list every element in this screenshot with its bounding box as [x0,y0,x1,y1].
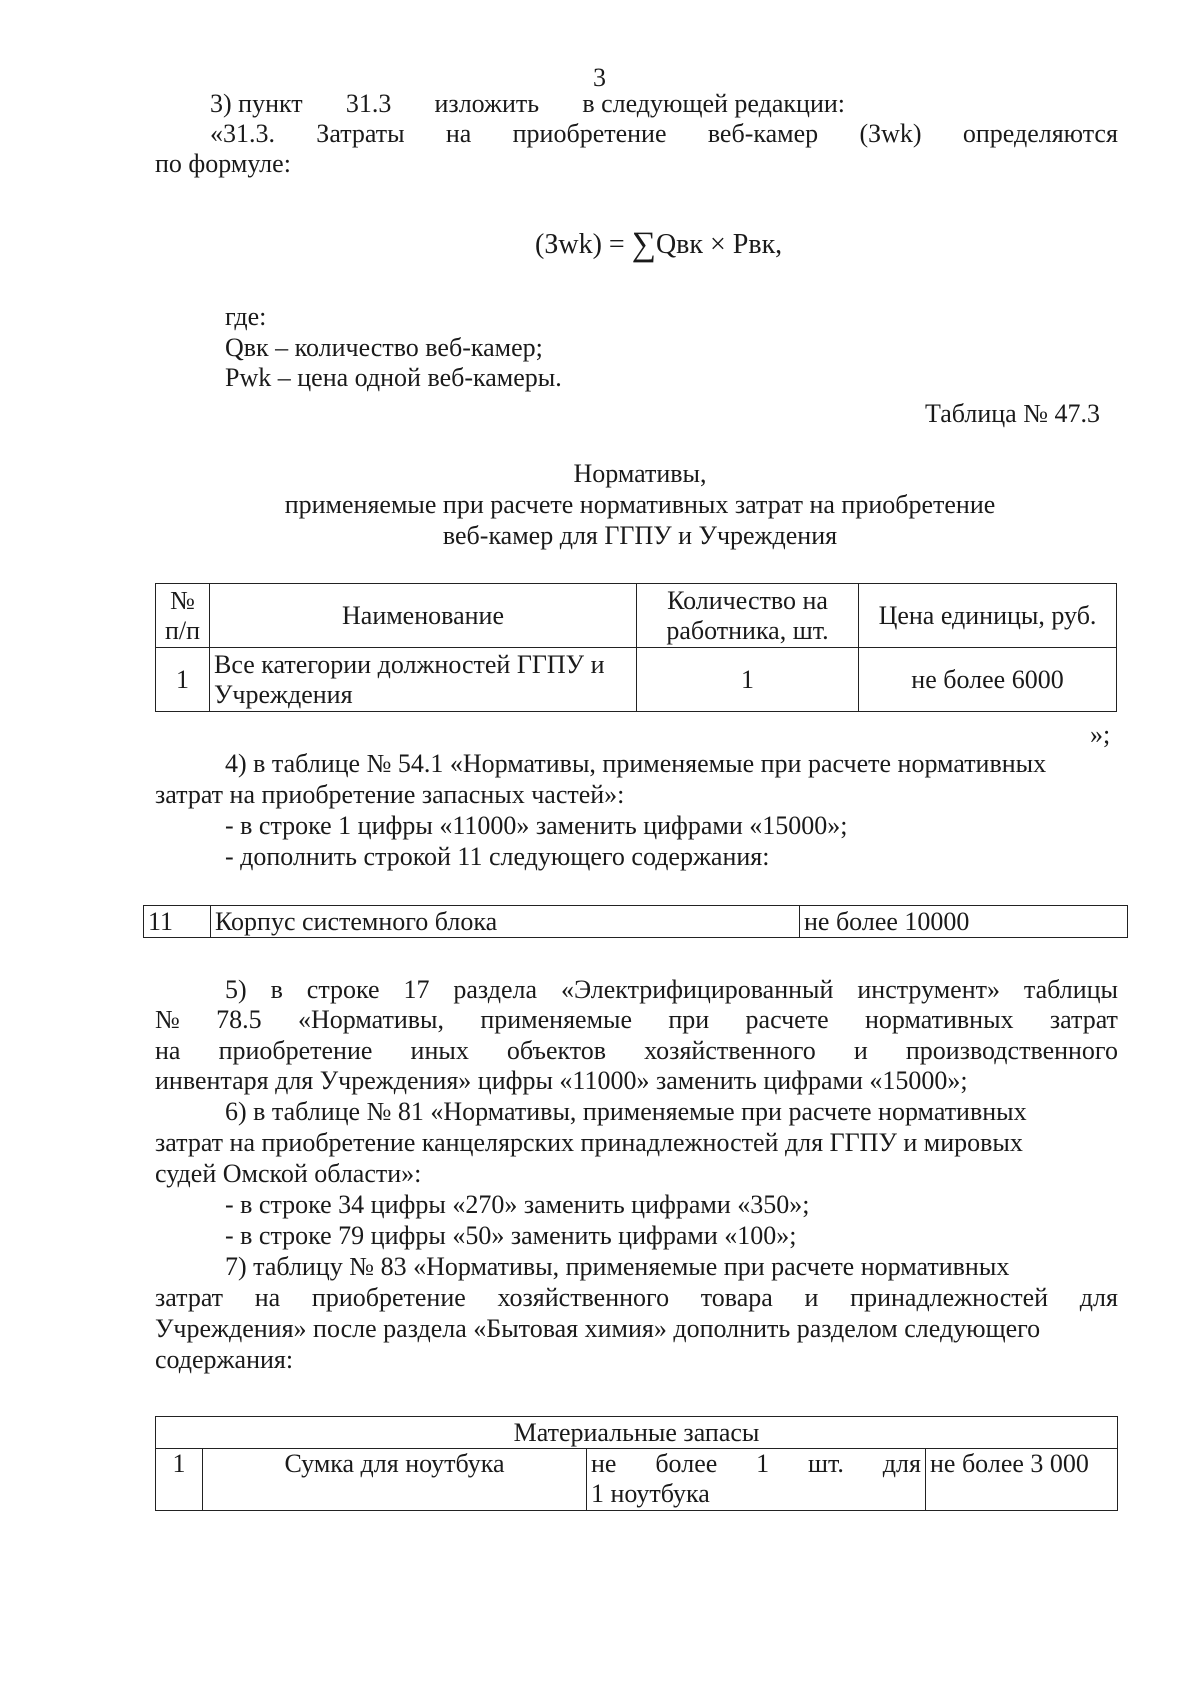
word: для [1079,1283,1118,1312]
header-name: Наименование [210,584,637,648]
item6-line5: - в строке 79 цифры «50» заменить цифрами «100»; [225,1221,797,1250]
cell-price: не более 10000 [800,906,1128,938]
item6-line2: затрат на приобретение канцелярских принадлежностей для ГГПУ и мировых [155,1128,1023,1157]
word: затрат [155,1283,224,1312]
cell-name: Все категории должностей ГГПУ и Учреждения [210,648,637,712]
item6-line4: - в строке 34 цифры «270» заменить цифрами «350»; [225,1190,810,1219]
table-54-1-row [143,905,1128,938]
table-47-3 [155,583,1117,712]
word: и [853,1036,868,1065]
section-header: Материальные запасы [156,1417,1118,1449]
definition-q: Qвк – количество веб-камер; [225,333,543,362]
table-title-3: веб-камер для ГГПУ и Учреждения [442,521,838,550]
word: приобретение [218,1036,373,1065]
word: при [668,1005,710,1034]
item6-line3: судей Омской области»: [155,1159,422,1188]
word: иных [410,1036,469,1065]
word: хозяйственного [644,1036,816,1065]
word: 31.3 [345,89,392,118]
formula-rhs: Qвк × Рвк, [655,229,783,260]
formula-eq: = [608,229,625,260]
header-qty: Количество на работника, шт. [637,584,859,648]
cell-num: 1 [156,1449,203,1511]
cell-price: не более 6000 [859,648,1117,712]
word: 1 [756,1449,770,1478]
word: не [591,1449,617,1478]
item3-line1 [210,88,845,120]
word: на [254,1283,281,1312]
word: затрат [1049,1005,1118,1034]
cell-num: 1 [156,648,210,712]
item5-line4: инвентаря для Учреждения» цифры «11000» заменить цифрами «15000»; [155,1066,968,1095]
item4-line4: - дополнить строкой 11 следующего содержания: [225,842,770,871]
word: хозяйственного [497,1283,670,1312]
item6-line1: 6) в таблице № 81 «Нормативы, применяемые при расчете нормативных [225,1097,1027,1126]
word: приобретение [512,119,667,148]
table-row [156,648,1117,712]
word: изложить [434,89,540,118]
item5-line1 [225,974,1118,1006]
word: в следующей редакции: [582,89,845,118]
table-header-row [156,584,1117,648]
where-label: где: [225,302,267,331]
table-row [156,1449,1118,1511]
header-price: Цена единицы, руб. [859,584,1117,648]
table-83-section [155,1416,1118,1511]
section-header-row [156,1417,1118,1449]
word: 3) пункт [210,89,303,118]
item4-line1: 4) в таблице № 54.1 «Нормативы, применяемые при расчете нормативных [225,749,1047,778]
item7-line3: Учреждения» после раздела «Бытовая химия» дополнить разделом следующего [155,1314,1041,1343]
cell-qty: 1 [637,648,859,712]
table-row [144,906,1128,938]
word: (Зwk) [859,119,922,148]
word: и [804,1283,819,1312]
word: «Электрифицированный [560,975,834,1004]
qty-line1 [591,1449,921,1479]
item5-line2 [155,1004,1118,1036]
word: строке [306,975,380,1004]
header-num: № п/п [156,584,210,648]
table-title-1: Нормативы, [573,459,707,488]
word: приобретение [311,1283,466,1312]
word: на [155,1036,181,1065]
cell-name: Корпус системного блока [211,906,800,938]
word: для [882,1449,921,1478]
word: расчете [745,1005,829,1034]
formula [535,224,782,262]
item7-line1: 7) таблицу № 83 «Нормативы, применяемые при расчете нормативных [225,1252,1010,1281]
word: применяемые [480,1005,633,1034]
word: 78.5 [216,1005,262,1034]
word: товара [700,1283,773,1312]
word: на [445,119,472,148]
cell-qty [587,1449,926,1511]
word: производственного [905,1036,1118,1065]
word: инструмент» [857,975,1000,1004]
word: определяются [962,119,1118,148]
formula-lhs: (Зwk) [535,229,602,260]
item4-line2: затрат на приобретение запасных частей»: [155,780,625,809]
word: таблицы [1023,975,1118,1004]
word: № [155,1005,180,1034]
word: объектов [506,1036,607,1065]
word: шт. [808,1449,844,1478]
page-number: 3 [593,63,606,92]
item7-line4: содержания: [155,1345,294,1374]
item3-line3: по формуле: [155,149,291,178]
item5-line3 [155,1035,1118,1067]
table-title-2: применяемые при расчете нормативных затрат на приобретение [284,490,996,519]
word: Затраты [316,119,405,148]
word: 17 [403,975,430,1004]
word: «31.3. [210,119,275,148]
word: принадлежностей [850,1283,1049,1312]
word: нормативных [864,1005,1014,1034]
item4-line3: - в строке 1 цифры «11000» заменить цифрами «15000»; [225,811,848,840]
cell-num: 11 [144,906,211,938]
closing-quote: »; [1090,720,1111,749]
item7-line2 [155,1282,1118,1314]
word: «Нормативы, [297,1005,445,1034]
word: веб-камер [707,119,819,148]
cell-name: Сумка для ноутбука [203,1449,587,1511]
word: 5) [225,975,247,1004]
word: более [655,1449,718,1478]
word: раздела [453,975,538,1004]
cell-price: не более 3 000 [926,1449,1118,1511]
definition-p: Pwk – цена одной веб-камеры. [225,363,562,392]
qty-line2: 1 ноутбука [591,1479,710,1508]
sigma-symbol: ∑ [631,226,656,263]
word: в [270,975,283,1004]
item3-line2 [210,118,1118,150]
table-label: Таблица № 47.3 [925,399,1101,428]
